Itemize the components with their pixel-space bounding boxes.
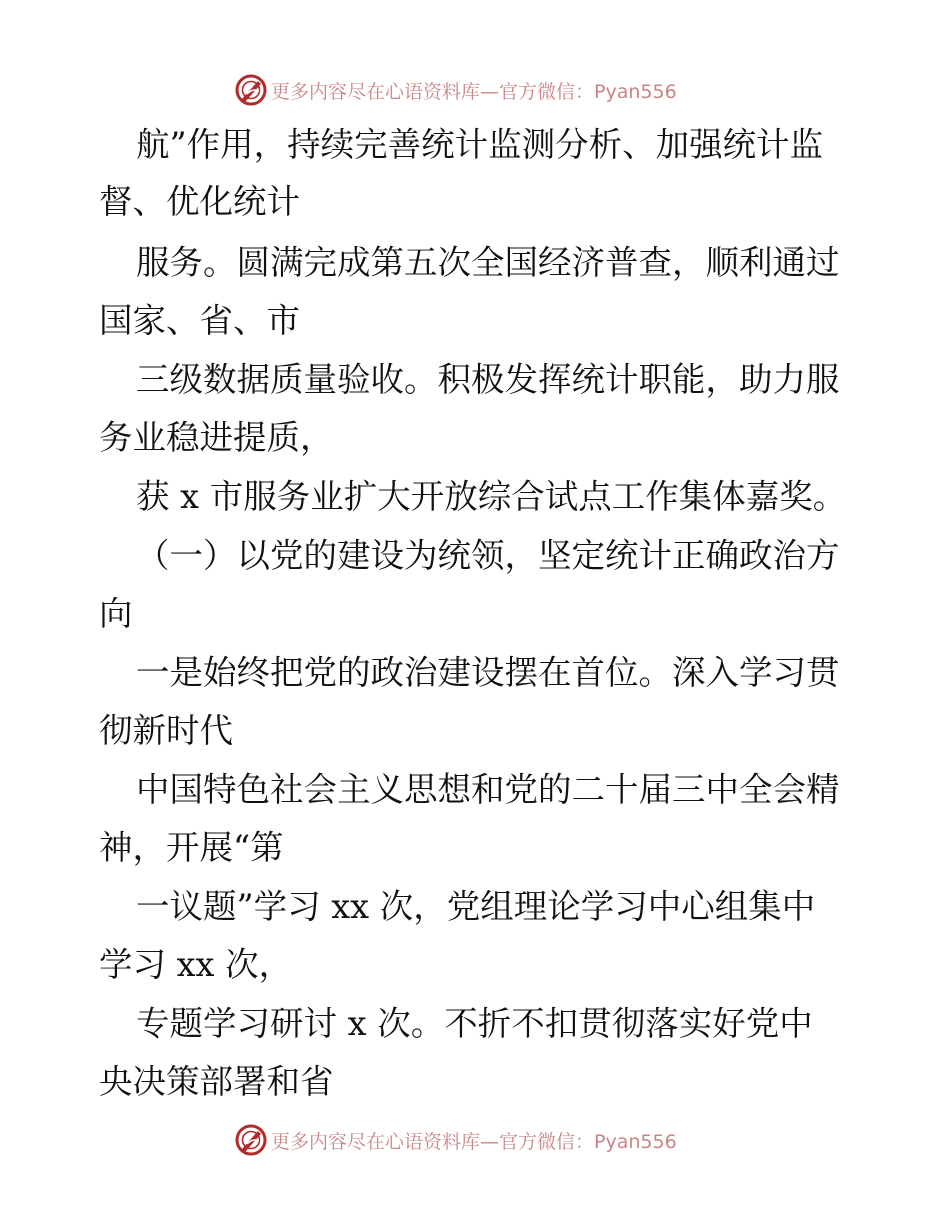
text-line: 航”作用，持续完善统计监测分析、加强统计监 [136, 125, 824, 164]
section-heading-continued: 向 [99, 594, 133, 633]
text-line: 神，开展“第 [99, 828, 284, 867]
text-line: 彻新时代 [99, 711, 233, 750]
text-line: 学习 xx 次， [99, 945, 293, 984]
seal-logo-icon [233, 1122, 269, 1158]
text-line: 获 x 市服务业扩大开放综合试点工作集体嘉奖。 [136, 477, 847, 516]
text-line: 中国特色社会主义思想和党的二十届三中全会精 [136, 770, 840, 809]
text-line: 国家、省、市 [99, 301, 300, 340]
seal-logo-icon [233, 72, 269, 108]
text-line: 专题学习研讨 x 次。不折不扣贯彻落实好党中 [136, 1004, 813, 1043]
header-watermark [233, 70, 733, 110]
text-line: 央决策部署和省 [99, 1062, 334, 1101]
text-line: 督、优化统计 [99, 182, 300, 221]
footer-watermark-text: 更多内容尽在心语资料库—官方微信：Pyan556 [271, 1130, 677, 1153]
text-line: 一议题”学习 xx 次，党组理论学习中心组集中 [136, 887, 816, 926]
header-watermark-text: 更多内容尽在心语资料库—官方微信：Pyan556 [271, 80, 677, 103]
section-heading: （一）以党的建设为统领，坚定统计正确政治方 [136, 536, 840, 575]
footer-watermark [233, 1120, 733, 1160]
text-line: 服务。圆满完成第五次全国经济普查，顺利通过 [136, 243, 840, 282]
text-line: 三级数据质量验收。积极发挥统计职能，助力服 [136, 360, 840, 399]
text-line: 务业稳进提质， [99, 418, 334, 457]
text-line: 一是始终把党的政治建设摆在首位。深入学习贯 [136, 653, 840, 692]
